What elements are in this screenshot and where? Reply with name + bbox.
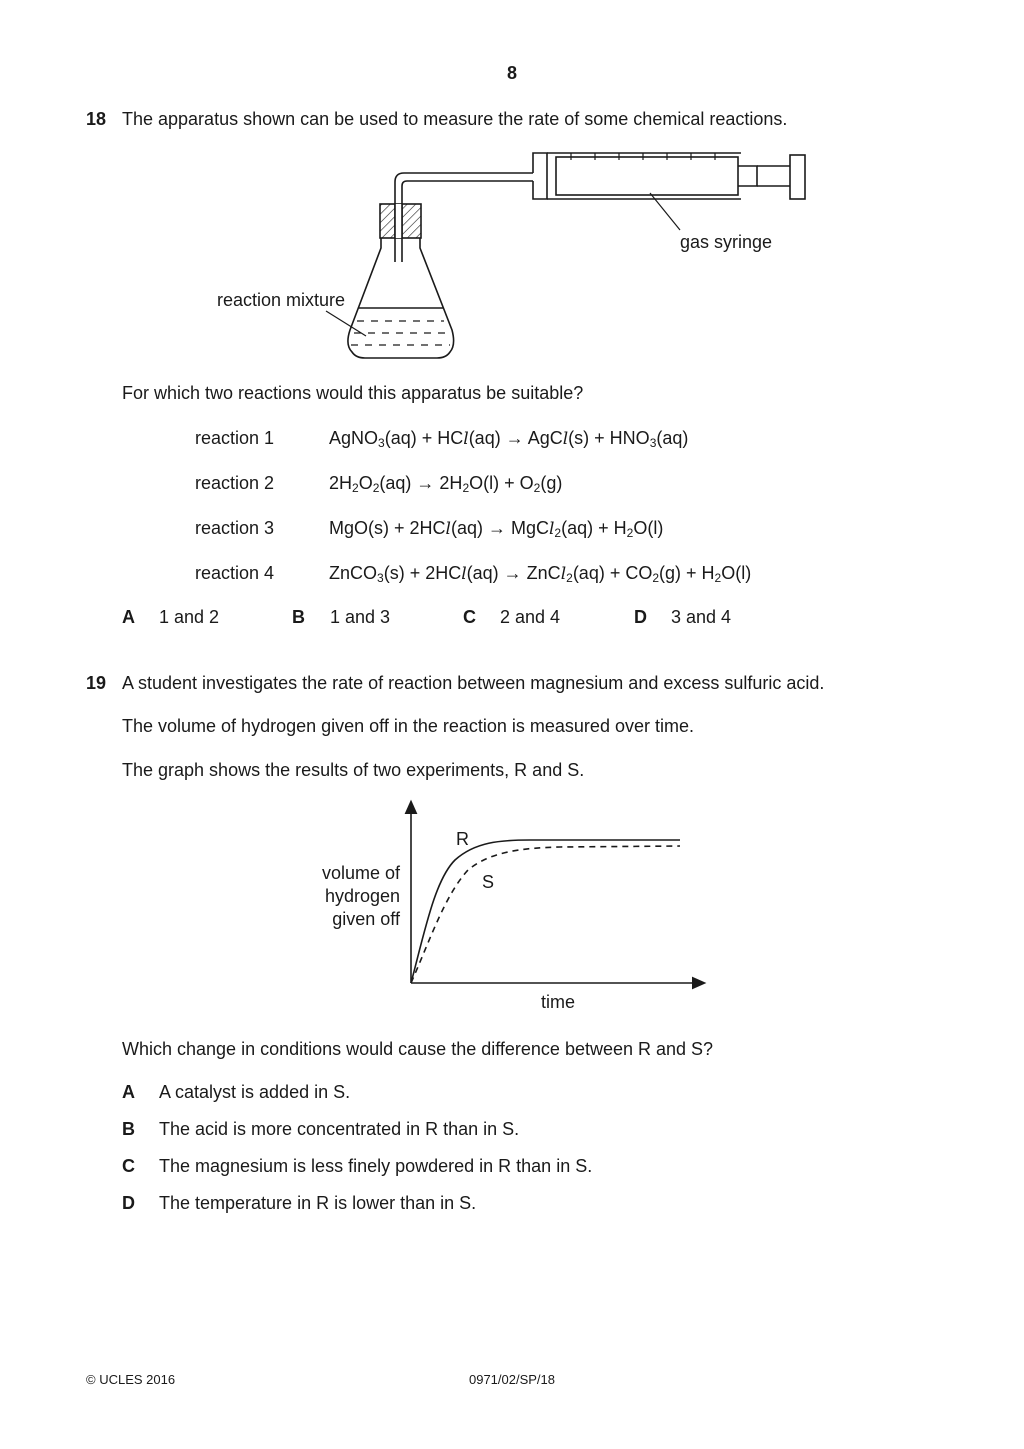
q19-option-d-text[interactable]: The temperature in R is lower than in S. [159, 1193, 477, 1213]
reaction-4-label: reaction 4 [195, 563, 275, 583]
q18-option-a-letter[interactable]: A [122, 607, 135, 627]
y-axis-label-line-3: given off [332, 909, 400, 929]
question-19-stem-2: The volume of hydrogen given off in the reaction is measured over time. [122, 716, 694, 736]
q19-option-c-letter[interactable]: C [122, 1156, 135, 1176]
q19-option-d-letter[interactable]: D [122, 1193, 135, 1213]
curve-s [411, 846, 680, 983]
question-18-stem: The apparatus shown can be used to measure the rate of some chemical reactions. [122, 109, 788, 129]
q19-option-a-text[interactable]: A catalyst is added in S. [159, 1082, 351, 1102]
q19-option-b-letter[interactable]: B [122, 1119, 135, 1139]
reaction-3-label: reaction 3 [195, 518, 275, 538]
question-18-number: 18 [86, 109, 107, 129]
q18-option-c-letter[interactable]: C [463, 607, 476, 627]
q18-option-b-letter[interactable]: B [292, 607, 305, 627]
q18-option-d-text[interactable]: 3 and 4 [671, 607, 732, 627]
reaction-1-label: reaction 1 [195, 428, 275, 448]
question-19-stem-1: A student investigates the rate of reaction between magnesium and excess sulfuric acid. [122, 673, 825, 693]
question-19-prompt: Which change in conditions would cause the difference between R and S? [122, 1039, 714, 1059]
reaction-4-equation: ZnCO$_3$(s) + 2HCl(aq) → ZnCl$_2$(aq) + $CO_2(g) + H_2O(l)$ [329, 563, 752, 585]
reaction-2-equation: $2H_2O_2(aq) \to 2H_2O(l) + O_2(g)$ [329, 473, 563, 495]
curve-r-label: R [456, 829, 469, 849]
question-19-number: 19 [86, 673, 107, 693]
y-axis-label-line-2: hydrogen [324, 886, 400, 906]
curve-s-label: S [482, 872, 495, 892]
q19-option-c-text[interactable]: The magnesium is less finely powdered in R than in S. [159, 1156, 593, 1176]
footer-paper-code: 0971/02/SP/18 [468, 1372, 556, 1387]
gas-syringe-label: gas syringe [680, 232, 773, 252]
q18-option-c-text[interactable]: 2 and 4 [500, 607, 561, 627]
page-number: 8 [506, 63, 517, 83]
q18-option-d-letter[interactable]: D [634, 607, 647, 627]
curve-r [411, 840, 680, 983]
reaction-3-equation: MgO(s) + 2HCl(aq) → MgCl$_2$(aq) + $H_2O(l)$ [329, 518, 664, 540]
footer-copyright: © UCLES 2016 [86, 1372, 176, 1387]
reaction-1-equation: AgNO$_3$(aq) + HCl(aq) → AgCl(s) + $HNO_3(aq)$ [329, 428, 689, 450]
q18-option-a-text[interactable]: 1 and 2 [159, 607, 220, 627]
question-19-stem-3: The graph shows the results of two experiments, R and S. [122, 760, 585, 780]
q18-option-b-text[interactable]: 1 and 3 [330, 607, 391, 627]
reaction-mixture-label: reaction mixture [217, 290, 346, 310]
x-axis-label: time [540, 992, 576, 1012]
reaction-2-label: reaction 2 [195, 473, 275, 493]
q19-option-b-text[interactable]: The acid is more concentrated in R than in S. [159, 1119, 520, 1139]
q19-option-a-letter[interactable]: A [122, 1082, 135, 1102]
question-18-prompt: For which two reactions would this apparatus be suitable? [122, 383, 584, 403]
y-axis-label-line-1: volume of [321, 863, 400, 883]
